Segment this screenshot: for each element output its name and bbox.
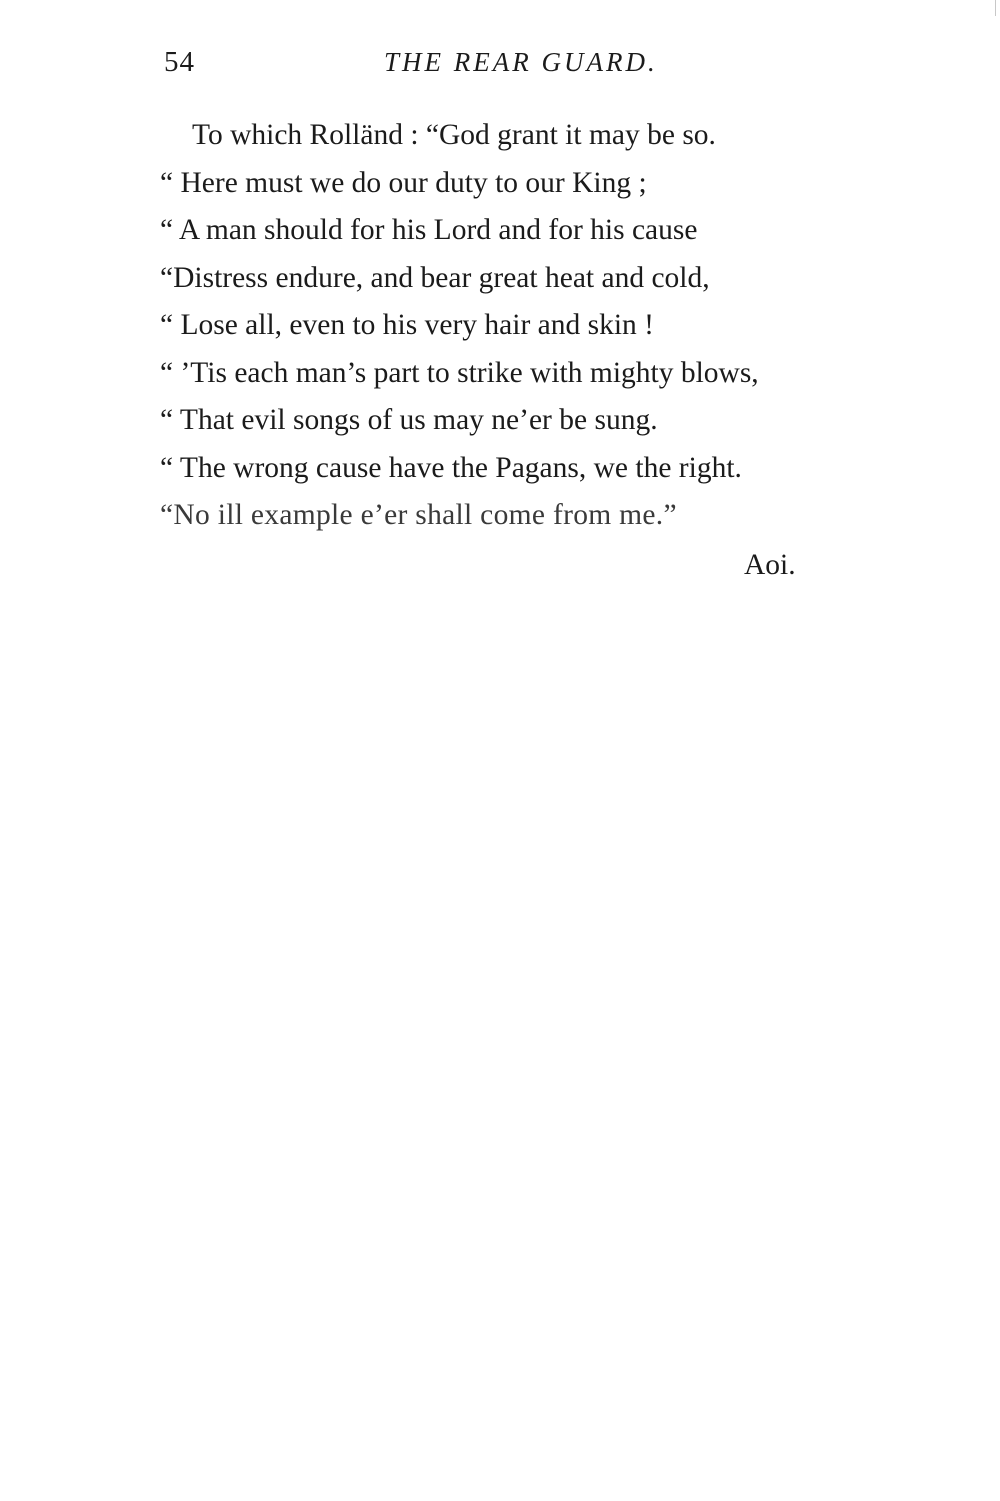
verse-line: “ Here must we do our duty to our King ; xyxy=(160,166,647,199)
verse-block xyxy=(160,112,940,540)
verse-line: “ That evil songs of us may ne’er be sung. xyxy=(160,404,658,436)
running-title: THE REAR GUARD. xyxy=(384,47,658,77)
verse-line: “ A man should for his Lord and for his cause xyxy=(160,214,698,246)
verse-line: “Distress endure, and bear great heat and cold, xyxy=(160,261,710,294)
verse-line: “ Lose all, even to his very hair and skin ! xyxy=(160,309,654,341)
page-number: 54 xyxy=(164,46,195,78)
verse-line: “ The wrong cause have the Pagans, we the right. xyxy=(160,451,742,484)
verse-line: “ ’Tis each man’s part to strike with mighty blows, xyxy=(160,356,759,389)
closing-refrain: Aoi. xyxy=(744,549,796,581)
scan-edge-mark xyxy=(995,0,996,16)
verse-line: “No ill example e’er shall come from me.” xyxy=(160,499,677,531)
verse-line: To which Rolländ : “God grant it may be so. xyxy=(192,119,716,151)
